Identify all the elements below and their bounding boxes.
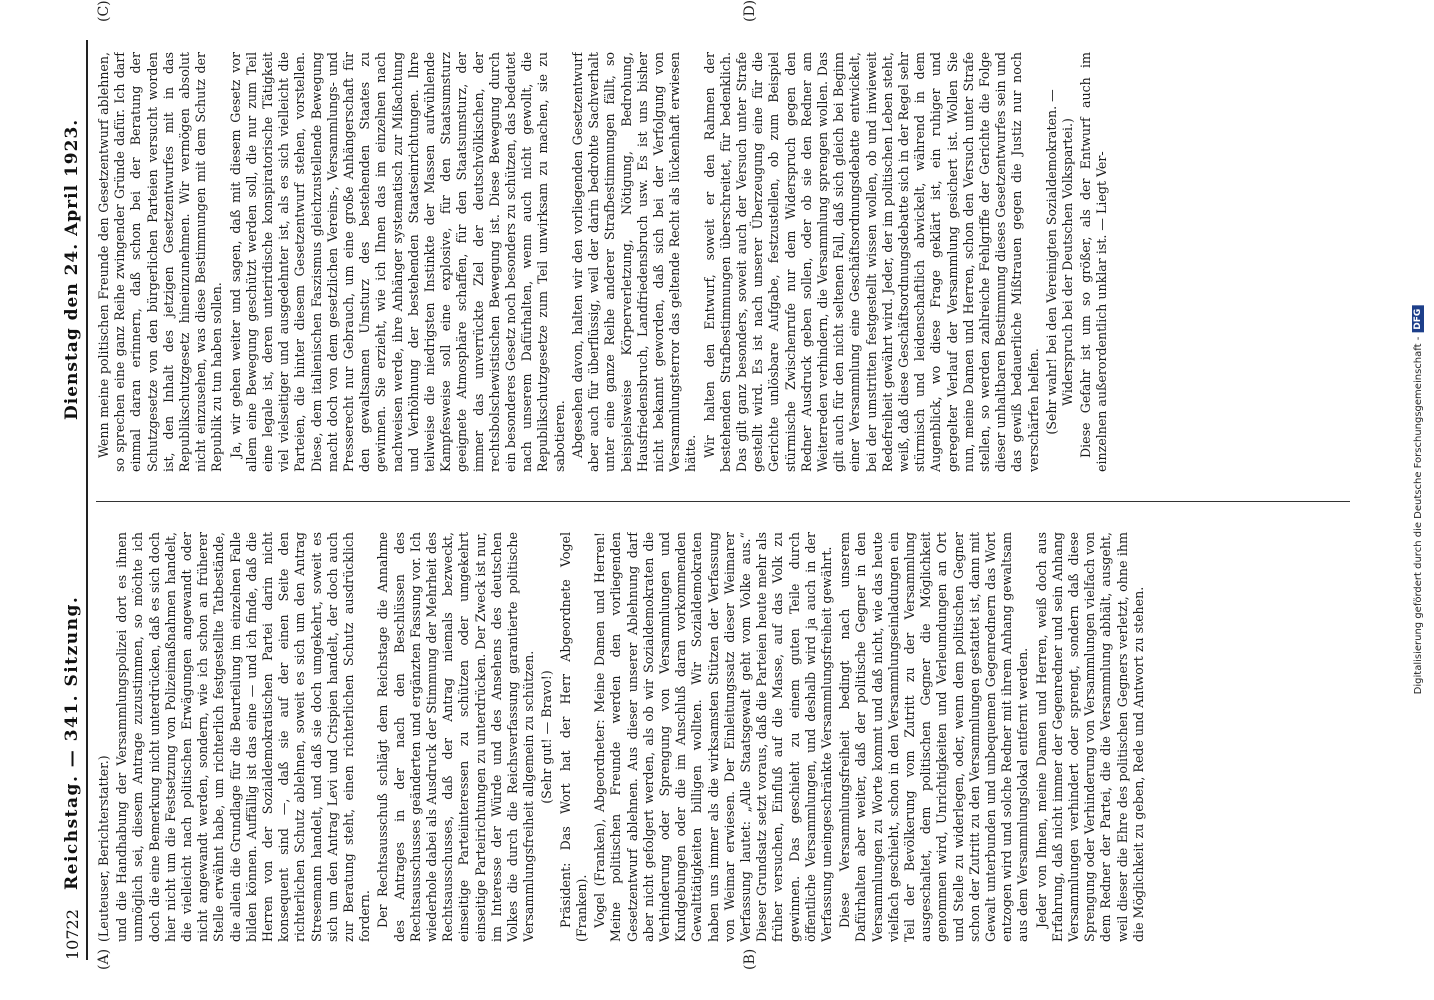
paragraph: Wenn meine politischen Freunde den Gesetzentwurf ablehnen, so sprechen eine ganz Reihe zwingender Gründe dafür. Ich darf einmal daran erinnern, daß schon bei der Beratung der Schutzgesetze von den bürgerlichen Parteien versucht worden ist, den Inhalt des jetzigen Gesetzentwurfes mit in das Republikschutzgesetz hineinzunehmen. Wir vermögen absolut nicht einzusehen, was diese Bestimmungen mit dem Schutz der Republik zu tun haben sollen. (96, 52, 225, 472)
paragraph: Der Rechtsausschuß schlägt dem Reichstage die Annahme des Antrages in der nach den Beschlüssen des Rechtsausschusses geänderten und ergänzten Fassung vor. Ich wiederhole dabei als Ausdruck der Stimmung der Mehrheit des Rechtsausschusses, daß der Antrag niemals bezweckt, einseitige Parteiinteressen zu schützen oder umgekehrt einseitige Parteirichtungen zu unterdrücken. Der Zweck ist nur, im Interesse der Würde und des Ansehens des deutschen Volkes die durch die Reichsverfassung garantierte politische Versammlungsfreiheit allgemein zu schützen. (375, 532, 537, 942)
paragraph: Diese Versammlungsfreiheit bedingt nach unserem Dafürhalten aber weiter, daß der politische Gegner in den Versammlungen zu Worte kommt und daß nicht, wie das heute vielfach geschieht, schon in den Versammlungseinladungen ein Teil der Bevölkerung vom Zutritt zu der Versammlung ausgeschaltet, dem politischen Gegner die Möglichkeit genommen wird, Unrichtigkeiten und Verleumdungen an Ort und Stelle zu widerlegen, oder, wenn dem politischen Gegner schon der Zutritt zu den Versammlungen gestattet ist, dann mit Gewalt unterbunden und unbequemen Gegenrednern das Wort entzogen wird und solche Redner mit ihrem Anhang gewaltsam aus dem Versammlungslokal entfernt werden. (837, 532, 1031, 942)
dfg-logo: DFG (1412, 306, 1424, 333)
digitization-note (1412, 306, 1424, 695)
margin-mark-a: (A) (96, 948, 112, 970)
session-title: Reichstag. — 341. Sitzung. (62, 595, 82, 890)
paragraph: und die Handhabung der Versammlungspolizei dort es ihnen unmöglich sei, diesem Antrage zuzustimmen, so möchte ich doch die eine Bemerkung nicht unterdrücken, daß es sich doch hier nicht um die Festsetzung von Polizeimaßnahmen handelt, die vielleicht nach politischen Erwägungen angewandt oder nicht angewandt werden, sondern, wie ich schon an früherer Stelle erwähnt habe, um richterlich festgestellte Tatbestände, die allein die Grundlage für die Beurteilung im einzelnen Falle bilden können. Auffällig ist das eine — und ich finde, daß die Herren von der Sozialdemokratischen Partei darin nicht konsequent sind —, daß sie auf der einen Seite den richterlichen Schutz ablehnen, soweit es sich um den Antrag Stresemann handelt, und daß sie doch umgekehrt, soweit es sich um den Antrag Levi und Crispien handelt, der doch auch zur Beratung steht, einen richterlichen Schutz ausdrücklich fordern. (114, 532, 373, 942)
margin-mark-c: (C) (96, 0, 112, 22)
paragraph: Wir halten den Entwurf, soweit er den Rahmen der bestehenden Strafbestimmungen überschreitet, für bedenklich. Das gilt ganz besonders, soweit auch der Versuch unter Strafe gestellt wird. Es ist nach unserer Überzeugung eine für die Gerichte unlösbare Aufgabe, festzustellen, ob zum Beispiel stürmische Zwischenrufe nur dem Widerspruch gegen den Redner Ausdruck geben sollen, oder ob sie den Redner am Weiterreden verhindern, die Versammlung sprengen wollen. Das gilt auch für den nicht seltenen Fall, daß sich gleich bei Beginn einer Versammlung eine Geschäftsordnungsdebatte entwickelt, bei der umstritten festgestellt wissen wollen, ob und inwieweit Redefreiheit gewährt wird. Jeder, der im politischen Leben steht, weiß, daß diese Geschäftsordnungsdebatte sich in der Regel sehr stürmisch und leidenschaftlich abwickelt, während in dem Augenblick, wo diese Frage geklärt ist, ein ruhiger und geregelter Verlauf der Versammlung gesichert ist. Wollen Sie nun, meine Damen und Herren, schon den Versuch unter Strafe stellen, so werden zahlreiche Fehlgriffe der Gerichte die Folge dieser unhaltbaren Bestimmung dieses Gesetzentwurfes sein und das gewiß bedauerliche Mißtrauen gegen die Justiz nur noch verschärfen helfen. (701, 52, 1041, 472)
column-divider (96, 501, 1350, 502)
right-column (96, 52, 1350, 472)
left-column (96, 532, 1350, 942)
page-number: 10722 (63, 909, 82, 960)
digitization-text: Digitalisierung gefördert durch die Deutsche Forschungsgemeinschaft - (1412, 336, 1424, 695)
paragraph: Abgesehen davon, halten wir den vorliegenden Gesetzentwurf aber auch für überflüssig, weil der darin bedrohte Sachverhalt unter eine ganze Reihe anderer Strafbestimmungen fällt, so beispielsweise Körperverletzung, Nötigung, Bedrohung, Hausfriedensbruch, Landfriedensbruch usw. Es ist uns bisher nicht bekannt geworden, daß sich bei der Verfolgung von Versammlungsterror das geltende Recht als lückenhaft erwiesen hätte. (569, 52, 699, 472)
paragraph: Diese Gefahr ist um so größer, als der Entwurf auch im einzelnen außerordentlich unklar ist. — Liegt Ver- (1078, 52, 1110, 472)
page-header (48, 40, 88, 960)
paragraph: Vogel (Franken), Abgeordneter: Meine Damen und Herren! Meine politischen Freunde werden den vorliegenden Gesetzentwurf ablehnen. Aus dieser unserer Ablehnung darf aber nicht gefolgert werden, als ob wir Sozialdemokraten die Verhinderung oder Sprengung von Versammlungen und Kundgebungen oder die im Anschluß daran vorkommenden Gewalttätigkeiten billigen wollten. Wir Sozialdemokraten haben uns immer als die wirksamsten Stützen der Verfassung von Weimar erwiesen. Der Einleitungssatz dieser Weimarer Verfassung lautet: „Alle Staatsgewalt geht vom Volke aus.“ Dieser Grundsatz setzt voraus, daß die Parteien heute mehr als früher versuchen, Einfluß auf die Masse, auf das Volk zu gewinnen. Das geschieht zu einem guten Teile durch öffentliche Versammlungen, und deshalb wird ja auch in der Verfassung uneingeschränkte Versammlungsfreiheit gewährt. (592, 532, 834, 942)
paragraph: Präsident: Das Wort hat der Herr Abgeordnete Vogel (Franken). (557, 532, 589, 942)
interjection: (Sehr gut! — Bravo!) (539, 670, 555, 804)
paragraph: Jeder von Ihnen, meine Damen und Herren, weiß doch aus Erfahrung, daß nicht immer der Gegenredner und sein Anhang Versammlungen verhindert oder sprengt, sondern daß diese Sprengung oder Verhinderung von Versammlungen vielfach von dem Redner der Partei, die die Versammlung abhält, ausgeht, weil dieser die Ehre des politischen Gegners verletzt, ohne ihm die Möglichkeit zu geben, Rede und Antwort zu stehen. (1033, 532, 1146, 942)
paragraph: (Leuteuser, Berichterstatter.) (96, 755, 111, 942)
paragraph: Ja, wir gehen weiter und sagen, daß mit diesem Gesetz vor allem eine Bewegung geschützt werden soll, die nur zum Teil eine legale ist, deren unterirdische konspiratorische Tätigkeit viel vielseitiger und ausgedehnter ist, als es sich vielleicht die Parteien, die hinter diesem Gesetzentwurf stehen, vorstellen. Diese, dem italienischen Faszismus gleichzustellende Bewegung macht doch von dem gesetzlichen Vereins-, Versammlungs- und Presserecht nur Gebrauch, um eine große Anhängerschaft für den gewaltsamen Umsturz des bestehenden Staates zu gewinnen. Sie erzieht, wie ich Ihnen das im einzelnen nach nachweisen werde, ihre Anhänger systematisch zur Mißachtung und Verhöhnung der bestehenden Staatseinrichtungen. Ihre teilweise die niedrigsten Instinkte der Massen aufwühlende Kampfesweise soll eine explosive, für den Staatsumsturz geeignete Atmosphäre schaffen, für den Staatsumsturz, der immer das unverrückte Ziel der deutschvölkischen, der rechtsbolschewistischen Bewegung ist. Diese Bewegung durch ein besonderes Gesetz noch besonders zu schützen, das bedeutet nach unserem Dafürhalten, wenn auch nicht gewollt, die Republikschutzgesetze zum Teil unwirksam zu machen, sie zu sabotieren. (227, 52, 567, 472)
margin-mark-d: (D) (742, 0, 758, 22)
session-date: Dienstag den 24. April 1923. (62, 118, 82, 420)
interjection: (Sehr wahr! bei den Vereinigten Sozialdemokraten. — Widerspruch bei der Deutschen Volkspartei.) (1043, 89, 1075, 435)
margin-mark-b: (B) (742, 948, 758, 970)
